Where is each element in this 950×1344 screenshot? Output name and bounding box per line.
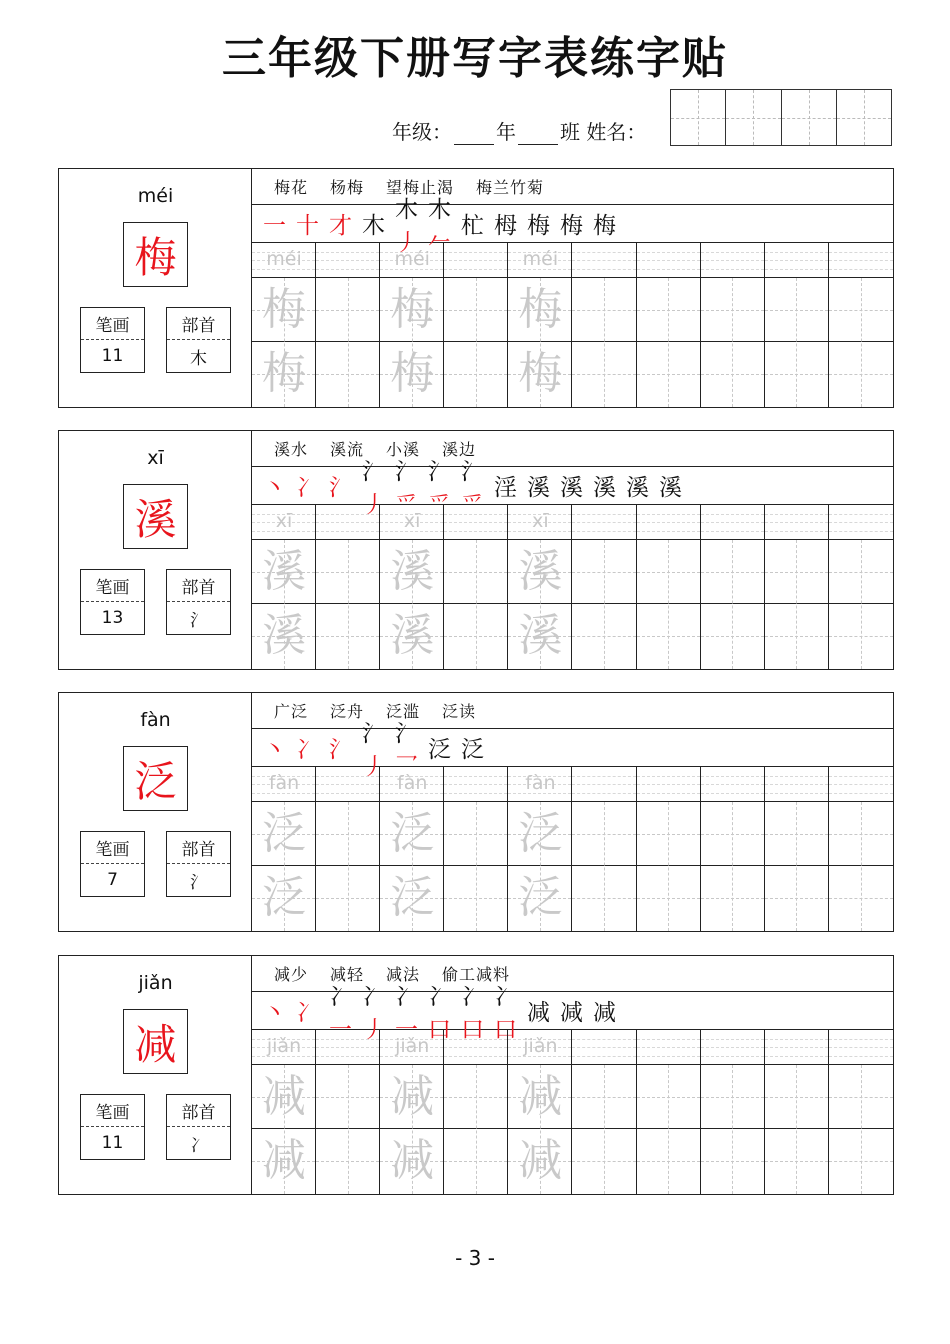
trace-pinyin: fàn bbox=[268, 772, 300, 794]
practice-column[interactable] bbox=[765, 505, 829, 669]
character-info-panel bbox=[59, 169, 252, 407]
practice-column[interactable] bbox=[829, 767, 893, 931]
trace-pinyin: méi bbox=[266, 248, 302, 270]
model-character: 减 bbox=[123, 1009, 188, 1074]
trace-pinyin: méi bbox=[522, 248, 559, 270]
vocabulary-word: 溪水 bbox=[274, 440, 309, 459]
practice-column[interactable] bbox=[444, 505, 508, 669]
trace-pinyin: jiǎn bbox=[266, 1035, 302, 1057]
radical-box bbox=[166, 569, 231, 635]
stroke-order-step bbox=[258, 731, 291, 764]
stroke-base: 淫 bbox=[494, 475, 517, 501]
class-blank[interactable] bbox=[518, 125, 558, 145]
trace-character: 泛 bbox=[518, 808, 563, 859]
stroke-base: 氵 bbox=[395, 720, 418, 747]
radical-box bbox=[166, 1094, 231, 1160]
vocabulary-word: 广泛 bbox=[274, 702, 309, 721]
trace-character: 减 bbox=[518, 1071, 563, 1122]
stroke-new: 丿 bbox=[362, 753, 385, 780]
vocabulary-word: 偷工减料 bbox=[442, 965, 511, 984]
vocabulary-row bbox=[252, 431, 893, 467]
practice-panel bbox=[252, 169, 893, 407]
character-pinyin: fàn bbox=[140, 709, 171, 731]
stroke-order-row bbox=[252, 720, 893, 780]
stroke-new: 爫 bbox=[428, 491, 451, 518]
stroke-order-step bbox=[291, 469, 324, 502]
trace-character: 溪 bbox=[262, 610, 306, 661]
stroke-order-step bbox=[291, 994, 324, 1027]
practice-grid bbox=[252, 243, 893, 407]
class-label: 班 bbox=[560, 120, 580, 144]
stroke-order-step bbox=[654, 469, 687, 502]
vocabulary-word: 泛舟 bbox=[330, 702, 365, 721]
stroke-base: 溪 bbox=[560, 475, 583, 501]
trace-character: 减 bbox=[518, 1135, 563, 1186]
stroke-new: 丿 bbox=[395, 229, 418, 256]
stroke-order-step bbox=[291, 731, 324, 764]
stroke-base: 泛 bbox=[461, 737, 484, 763]
stroke-new: 才 bbox=[329, 213, 352, 239]
stroke-base: 溪 bbox=[659, 475, 682, 501]
trace-character: 梅 bbox=[390, 348, 435, 399]
vocabulary-word: 杨梅 bbox=[330, 178, 365, 197]
stroke-base: 冫 bbox=[461, 983, 484, 1010]
name-box[interactable] bbox=[782, 90, 837, 145]
practice-panel bbox=[252, 431, 893, 669]
stroke-base: 氵 bbox=[395, 458, 418, 485]
stroke-count-box bbox=[80, 569, 145, 635]
stroke-new: 丶 bbox=[263, 475, 286, 501]
stroke-order-step bbox=[456, 731, 489, 764]
stroke-order-step bbox=[456, 207, 489, 240]
vocabulary-word: 泛读 bbox=[442, 702, 477, 721]
trace-pinyin: jiǎn bbox=[523, 1035, 558, 1057]
practice-column[interactable] bbox=[444, 767, 508, 931]
practice-column[interactable] bbox=[637, 767, 701, 931]
radical-value: 氵 bbox=[190, 872, 207, 893]
stroke-count-label: 笔画 bbox=[81, 308, 144, 340]
stroke-new: 爫 bbox=[461, 491, 484, 518]
stroke-order-step bbox=[588, 994, 621, 1027]
stroke-order-step bbox=[258, 207, 291, 240]
stroke-order-step bbox=[522, 207, 555, 240]
radical-box bbox=[166, 307, 231, 373]
stroke-base: 冫 bbox=[494, 983, 517, 1010]
practice-column[interactable] bbox=[637, 243, 701, 407]
stroke-base: 冫 bbox=[362, 983, 385, 1010]
stroke-order-step bbox=[555, 207, 588, 240]
stroke-base: 木 bbox=[395, 196, 418, 223]
trace-character: 溪 bbox=[390, 546, 435, 597]
vocabulary-word: 溪流 bbox=[330, 440, 365, 459]
character-pinyin: xī bbox=[147, 447, 164, 469]
stroke-count-label: 笔画 bbox=[81, 832, 144, 864]
stroke-order-row bbox=[252, 458, 893, 518]
practice-column[interactable] bbox=[829, 505, 893, 669]
character-block bbox=[58, 168, 894, 408]
stroke-new: 氵 bbox=[329, 475, 352, 501]
stroke-new: 爫 bbox=[395, 491, 418, 518]
practice-column[interactable] bbox=[701, 243, 765, 407]
stroke-count-value: 13 bbox=[101, 608, 124, 628]
stroke-base: 冫 bbox=[428, 983, 451, 1010]
practice-column[interactable] bbox=[701, 505, 765, 669]
practice-panel bbox=[252, 956, 893, 1194]
stroke-new: 丿 bbox=[362, 1016, 385, 1043]
stroke-base: 木 bbox=[362, 213, 385, 239]
stroke-count-box bbox=[80, 1094, 145, 1160]
radical-value: 氵 bbox=[190, 610, 207, 631]
name-box[interactable] bbox=[837, 90, 891, 145]
character-info-panel bbox=[59, 956, 252, 1194]
stroke-order-step bbox=[291, 207, 324, 240]
stroke-order-row bbox=[252, 983, 893, 1043]
radical-label: 部首 bbox=[167, 308, 230, 340]
stroke-base: 减 bbox=[560, 1000, 583, 1026]
stroke-order-step bbox=[324, 207, 357, 240]
stroke-count-value: 7 bbox=[107, 870, 118, 890]
practice-column[interactable] bbox=[444, 1030, 508, 1194]
character-block bbox=[58, 692, 894, 932]
stroke-new: 口 bbox=[461, 1016, 484, 1043]
name-writing-boxes bbox=[670, 89, 892, 146]
stroke-order-step bbox=[324, 469, 357, 502]
model-character: 溪 bbox=[123, 484, 188, 549]
stroke-order-row bbox=[252, 196, 893, 256]
stroke-base: 氵 bbox=[362, 720, 385, 747]
trace-character: 梅 bbox=[518, 348, 563, 399]
practice-column[interactable] bbox=[316, 505, 380, 669]
student-info-line bbox=[392, 116, 646, 145]
practice-column[interactable] bbox=[316, 767, 380, 931]
year-label: 年 bbox=[496, 120, 516, 144]
stroke-new: 口 bbox=[428, 1016, 451, 1043]
trace-pinyin: xī bbox=[275, 510, 293, 532]
character-pinyin: jiǎn bbox=[138, 972, 173, 994]
page-number: - 3 - bbox=[455, 1246, 495, 1270]
trace-pinyin: xī bbox=[532, 510, 549, 532]
trace-pinyin: méi bbox=[394, 248, 430, 270]
trace-pinyin: xī bbox=[403, 510, 421, 532]
practice-column[interactable] bbox=[829, 243, 893, 407]
vocabulary-word: 梅花 bbox=[274, 178, 309, 197]
radical-label: 部首 bbox=[167, 570, 230, 602]
stroke-new: 冫 bbox=[296, 737, 319, 763]
trace-pinyin: fàn bbox=[525, 772, 556, 794]
practice-grid bbox=[252, 767, 893, 931]
vocabulary-word: 减轻 bbox=[330, 965, 365, 984]
stroke-new: 氵 bbox=[329, 737, 352, 763]
trace-character: 减 bbox=[262, 1135, 306, 1186]
trace-character: 溪 bbox=[518, 610, 563, 661]
stroke-new: 乛 bbox=[395, 753, 418, 780]
stroke-count-label: 笔画 bbox=[81, 1095, 144, 1127]
stroke-order-step bbox=[258, 469, 291, 502]
stroke-base: 氵 bbox=[461, 458, 484, 485]
stroke-new: 一 bbox=[395, 1016, 418, 1043]
stroke-new: 丶 bbox=[263, 737, 286, 763]
stroke-base: 冫 bbox=[329, 983, 352, 1010]
trace-character: 泛 bbox=[518, 872, 563, 923]
practice-column[interactable] bbox=[637, 505, 701, 669]
name-box[interactable] bbox=[671, 90, 726, 145]
stroke-base: 溪 bbox=[626, 475, 649, 501]
vocabulary-word: 溪边 bbox=[442, 440, 477, 459]
trace-character: 溪 bbox=[390, 610, 435, 661]
practice-column[interactable] bbox=[316, 1030, 380, 1194]
stroke-base: 梅 bbox=[560, 213, 583, 239]
stroke-order-step bbox=[489, 469, 522, 502]
radical-value: 木 bbox=[190, 348, 207, 369]
practice-grid bbox=[252, 505, 893, 669]
grade-label: 年级： bbox=[392, 120, 452, 144]
practice-column[interactable] bbox=[765, 767, 829, 931]
radical-label: 部首 bbox=[167, 832, 230, 864]
stroke-new: 十 bbox=[296, 213, 319, 239]
stroke-new: 丿 bbox=[362, 491, 385, 518]
trace-character: 减 bbox=[390, 1135, 435, 1186]
vocabulary-row bbox=[252, 169, 893, 205]
stroke-order-step bbox=[324, 731, 357, 764]
stroke-base: 氵 bbox=[362, 458, 385, 485]
stroke-count-value: 11 bbox=[101, 1133, 124, 1153]
page-title: 三年级下册写字表练字贴 bbox=[222, 33, 728, 84]
model-character: 泛 bbox=[123, 746, 188, 811]
stroke-order-step bbox=[555, 469, 588, 502]
character-block bbox=[58, 430, 894, 670]
stroke-order-step bbox=[357, 207, 390, 240]
stroke-count-box bbox=[80, 831, 145, 897]
grade-blank[interactable] bbox=[454, 125, 494, 145]
practice-column[interactable] bbox=[316, 243, 380, 407]
stroke-base: 溪 bbox=[527, 475, 550, 501]
vocabulary-word: 望梅止渴 bbox=[386, 178, 455, 197]
stroke-base: 杧 bbox=[461, 213, 484, 239]
practice-column[interactable] bbox=[572, 1030, 636, 1194]
stroke-new: 口 bbox=[494, 1016, 517, 1043]
stroke-base: 氵 bbox=[428, 458, 451, 485]
character-info-panel bbox=[59, 693, 252, 931]
radical-value: 冫 bbox=[190, 1135, 207, 1156]
stroke-count-value: 11 bbox=[101, 346, 124, 366]
stroke-new: 一 bbox=[329, 1016, 352, 1043]
stroke-new: 一 bbox=[263, 213, 286, 239]
character-info-panel bbox=[59, 431, 252, 669]
radical-label: 部首 bbox=[167, 1095, 230, 1127]
trace-character: 减 bbox=[262, 1071, 306, 1122]
stroke-new: 冫 bbox=[296, 1000, 319, 1026]
practice-column[interactable] bbox=[765, 243, 829, 407]
stroke-order-step bbox=[423, 731, 456, 764]
name-label: 姓名： bbox=[586, 120, 647, 144]
practice-column[interactable] bbox=[444, 243, 508, 407]
trace-character: 溪 bbox=[262, 546, 306, 597]
practice-grid bbox=[252, 1030, 893, 1194]
vocabulary-word: 减少 bbox=[274, 965, 309, 984]
stroke-count-box bbox=[80, 307, 145, 373]
stroke-order-step bbox=[258, 994, 291, 1027]
trace-pinyin: fàn bbox=[397, 772, 428, 794]
trace-character: 泛 bbox=[390, 808, 435, 859]
stroke-order-step bbox=[588, 469, 621, 502]
trace-character: 泛 bbox=[390, 872, 435, 923]
model-character: 梅 bbox=[123, 222, 188, 287]
practice-panel bbox=[252, 693, 893, 931]
practice-column[interactable] bbox=[572, 243, 636, 407]
trace-character: 泛 bbox=[262, 808, 306, 859]
stroke-base: 梅 bbox=[593, 213, 616, 239]
vocabulary-row bbox=[252, 693, 893, 729]
stroke-base: 冫 bbox=[395, 983, 418, 1010]
trace-character: 梅 bbox=[390, 284, 435, 335]
stroke-new: 冫 bbox=[296, 475, 319, 501]
stroke-count-label: 笔画 bbox=[81, 570, 144, 602]
character-pinyin: méi bbox=[137, 185, 174, 207]
practice-column[interactable] bbox=[572, 767, 636, 931]
stroke-base: 栂 bbox=[494, 213, 517, 239]
stroke-new: 𠂉 bbox=[428, 229, 451, 256]
stroke-base: 溪 bbox=[593, 475, 616, 501]
stroke-base: 梅 bbox=[527, 213, 550, 239]
trace-character: 梅 bbox=[262, 348, 306, 399]
trace-character: 泛 bbox=[262, 872, 306, 923]
stroke-order-step bbox=[621, 469, 654, 502]
stroke-base: 木 bbox=[428, 196, 451, 223]
stroke-order-step bbox=[522, 469, 555, 502]
character-block bbox=[58, 955, 894, 1195]
stroke-order-step bbox=[588, 207, 621, 240]
stroke-base: 泛 bbox=[428, 737, 451, 763]
radical-box bbox=[166, 831, 231, 897]
practice-column[interactable] bbox=[637, 1030, 701, 1194]
practice-column[interactable] bbox=[765, 1030, 829, 1194]
vocabulary-word: 梅兰竹菊 bbox=[476, 178, 545, 197]
vocabulary-word: 减法 bbox=[386, 965, 421, 984]
stroke-base: 减 bbox=[527, 1000, 550, 1026]
name-box[interactable] bbox=[726, 90, 781, 145]
vocabulary-word: 小溪 bbox=[386, 440, 421, 459]
practice-column[interactable] bbox=[701, 1030, 765, 1194]
practice-column[interactable] bbox=[829, 1030, 893, 1194]
practice-column[interactable] bbox=[701, 767, 765, 931]
trace-pinyin: jiǎn bbox=[395, 1035, 430, 1057]
stroke-order-step bbox=[522, 994, 555, 1027]
stroke-order-step bbox=[489, 207, 522, 240]
trace-character: 减 bbox=[390, 1071, 435, 1122]
stroke-order-step bbox=[555, 994, 588, 1027]
stroke-base: 减 bbox=[593, 1000, 616, 1026]
trace-character: 梅 bbox=[518, 284, 563, 335]
trace-character: 梅 bbox=[262, 284, 306, 335]
practice-column[interactable] bbox=[572, 505, 636, 669]
trace-character: 溪 bbox=[518, 546, 563, 597]
vocabulary-word: 泛滥 bbox=[386, 702, 421, 721]
stroke-new: 丶 bbox=[263, 1000, 286, 1026]
